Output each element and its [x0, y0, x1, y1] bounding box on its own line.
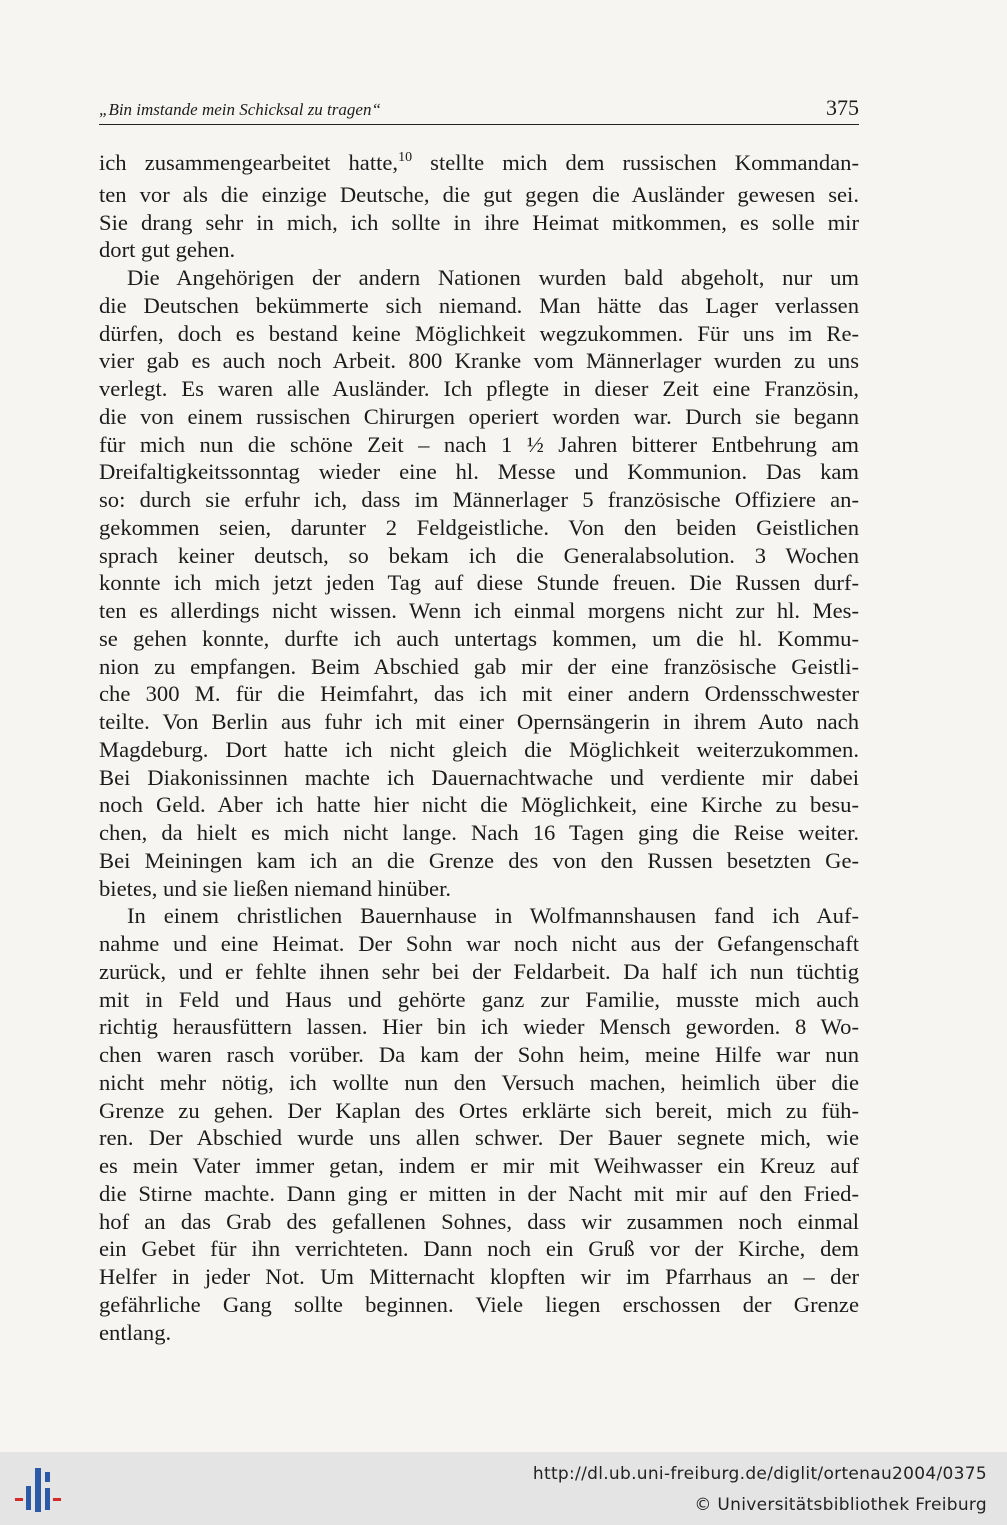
text-line: es mein Vater immer getan, indem er mir mit Weihwasser ein Kreuz auf: [99, 1153, 859, 1178]
text-line: Dreifaltigkeitssonntag wieder eine hl. Messe und Kommunion. Das kam: [99, 459, 859, 485]
text-line: nicht mehr nötig, ich wollte nun den Versuch machen, heimlich über die: [99, 1069, 859, 1095]
text-line: Helfer in jeder Not. Um Mitternacht klopften wir im Pfarrhaus an – der: [99, 1264, 859, 1289]
paragraph-1: [99, 149, 859, 264]
ub-freiburg-logo-icon: [12, 1464, 64, 1516]
text-line: nion zu empfangen. Beim Abschied gab mir der eine französische Geistli-: [99, 653, 859, 679]
text-line: Sie drang sehr in mich, ich sollte in ihre Heimat mitkommen, es solle mir: [99, 209, 859, 235]
text-line-part: ich zusammengearbeitet hatte,: [99, 150, 399, 175]
text-line: richtig herausfüttern lassen. Hier bin ich wieder Mensch geworden. 8 Wo-: [99, 1014, 859, 1040]
text-line: noch Geld. Aber ich hatte hier nicht die Möglichkeit, eine Kirche zu besu-: [99, 792, 859, 818]
text-line: Die Angehörigen der andern Nationen wurden bald abgeholt, nur um: [127, 265, 859, 290]
text-line: se gehen konnte, durfte ich auch untertags kommen, um die hl. Kommu-: [99, 625, 859, 651]
text-line: ten vor als die einzige Deutsche, die gut gegen die Ausländer gewesen sei.: [99, 181, 859, 207]
text-line: teilte. Von Berlin aus fuhr ich mit einer Opernsängerin in ihrem Auto nach: [99, 709, 859, 734]
text-line: die von einem russischen Chirurgen operiert worden war. Durch sie begann: [99, 403, 859, 429]
footnote-reference: 10: [398, 150, 413, 165]
text-line: bietes, und sie ließen niemand hinüber.: [99, 875, 452, 901]
text-line: konnte ich mich jetzt jeden Tag auf diese Stunde freuen. Die Russen durf-: [99, 570, 859, 596]
text-line: verlegt. Es waren alle Ausländer. Ich pflegte in dieser Zeit eine Französin,: [99, 376, 859, 401]
text-line: In einem christlichen Bauernhause in Wolfmannshausen fand ich Auf-: [127, 903, 859, 929]
text-line: zurück, und er fehlte ihnen sehr bei der Feldarbeit. Da half ich nun tüchtig: [99, 958, 859, 984]
text-line: chen, da hielt es mich nicht lange. Nach 16 Tagen ging die Reise weiter.: [99, 820, 859, 845]
text-line: nahme und eine Heimat. Der Sohn war noch nicht aus der Gefangenschaft: [99, 931, 859, 956]
copyright-notice: © Universitätsbibliothek Freiburg: [694, 1495, 987, 1515]
source-url-link[interactable]: http://dl.ub.uni-freiburg.de/diglit/ortenau2004/0375: [532, 1464, 987, 1484]
text-line: gekommen seien, darunter 2 Feldgeistliche. Von den beiden Geistlichen: [99, 514, 859, 540]
library-footer: [0, 1452, 1007, 1525]
paragraph-2: [99, 264, 859, 902]
text-line: Grenze zu gehen. Der Kaplan des Ortes erklärte sich bereit, mich zu füh-: [99, 1097, 859, 1123]
text-line: gefährliche Gang sollte beginnen. Viele liegen erschossen der Grenze: [99, 1291, 859, 1317]
text-line: ren. Der Abschied wurde uns allen schwer. Der Bauer segnete mich, wie: [99, 1125, 859, 1151]
text-line: dort gut gehen.: [99, 237, 236, 263]
text-line: [99, 149, 859, 181]
paragraph-3: [99, 902, 859, 1346]
text-line: ein Gebet für ihn verrichteten. Dann noch ein Gruß vor der Kirche, dem: [99, 1236, 859, 1262]
text-line-part: stellte mich dem russischen Kommandan-: [430, 150, 859, 175]
body-text: [99, 149, 859, 1346]
text-line: chen waren rasch vorüber. Da kam der Sohn heim, meine Hilfe war nun: [99, 1042, 859, 1067]
text-line: ten es allerdings nicht wissen. Wenn ich einmal morgens nicht zur hl. Mes-: [99, 598, 859, 623]
running-title: „Bin imstande mein Schicksal zu tragen“: [99, 100, 381, 119]
text-line: hof an das Grab des gefallenen Sohnes, dass wir zusammen noch einmal: [99, 1208, 859, 1234]
text-line: che 300 M. für die Heimfahrt, das ich mit einer andern Ordensschwester: [99, 681, 859, 707]
text-line: Bei Meiningen kam ich an die Grenze des von den Russen besetzten Ge-: [99, 847, 859, 873]
running-header: [99, 94, 859, 125]
text-line: Bei Diakonissinnen machte ich Dauernachtwache und verdiente mir dabei: [99, 764, 859, 790]
text-line: vier gab es auch noch Arbeit. 800 Kranke vom Männerlager wurden zu uns: [99, 348, 859, 374]
text-line: so: durch sie erfuhr ich, dass im Männerlager 5 französische Offiziere an-: [99, 487, 859, 512]
page-number: 375: [826, 95, 859, 120]
text-line: dürfen, doch es bestand keine Möglichkeit wegzukommen. Für uns im Re-: [99, 320, 859, 346]
text-line: Magdeburg. Dort hatte ich nicht gleich die Möglichkeit weiterzukommen.: [99, 736, 859, 762]
text-line: die Deutschen bekümmerte sich niemand. Man hätte das Lager verlassen: [99, 292, 859, 318]
text-line: mit in Feld und Haus und gehörte ganz zur Familie, musste mich auch: [99, 986, 859, 1012]
text-line: sprach keiner deutsch, so bekam ich die Generalabsolution. 3 Wochen: [99, 542, 859, 568]
text-line: für mich nun die schöne Zeit – nach 1 ½ Jahren bitterer Entbehrung am: [99, 431, 859, 457]
text-line: entlang.: [99, 1319, 172, 1345]
text-line: die Stirne machte. Dann ging er mitten in der Nacht mit mir auf den Fried-: [99, 1180, 859, 1206]
